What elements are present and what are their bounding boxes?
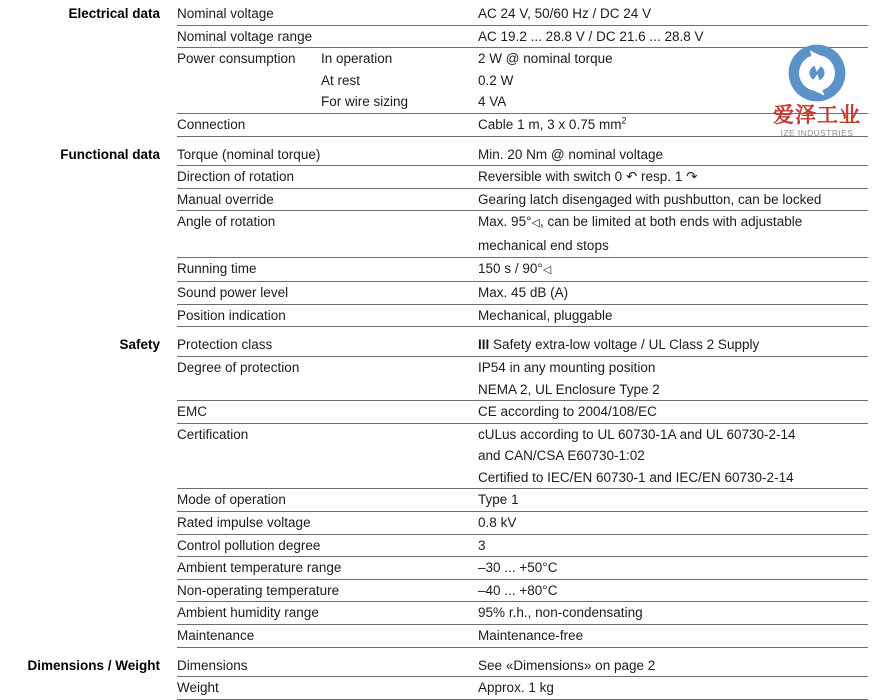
property-value [478, 557, 868, 579]
property-sub-label: In operation [321, 51, 393, 67]
section-label [0, 580, 160, 603]
property-label: Nominal voltage [177, 6, 274, 21]
value-line: NEMA 2, UL Enclosure Type 2 [478, 381, 660, 397]
value-line: –40 ... +80°C [478, 582, 558, 598]
property-value [478, 489, 868, 511]
table-row [0, 211, 868, 257]
value-line: Approx. 1 kg [478, 680, 554, 696]
value-line: and CAN/CSA E60730-1:02 [478, 448, 645, 464]
section-label [0, 625, 160, 648]
value-line: 150 s / 90°◁ [478, 260, 552, 276]
row-body [177, 489, 868, 512]
section-label [0, 357, 160, 401]
value-line: cULus according to UL 60730-1A and UL 60730-2-14 [478, 426, 796, 442]
property-label: Angle of rotation [177, 214, 276, 230]
table-row [0, 489, 868, 512]
property-value [478, 166, 868, 188]
value-line: Max. 95°◁, can be limited at both ends with adjustable [478, 214, 803, 230]
row-body [177, 48, 868, 114]
value-line: –30 ... +50°C [478, 560, 558, 576]
property-label: Non-operating temperature [177, 582, 340, 598]
table-row [0, 258, 868, 283]
section-label [0, 305, 160, 328]
row-body [177, 535, 868, 558]
section-label [0, 48, 160, 114]
table-row [0, 114, 868, 137]
value-line: 95% r.h., non-condensating [478, 605, 643, 621]
section-label [0, 401, 160, 424]
value-line: 0.2 W [478, 72, 514, 88]
property-value [478, 677, 868, 699]
section-label [0, 189, 160, 212]
value-line: Min. 20 Nm @ nominal voltage [478, 146, 663, 162]
section-label [0, 258, 160, 283]
table-row [0, 26, 868, 49]
property-value [478, 189, 868, 211]
property-label: Torque (nominal torque) [177, 146, 321, 162]
property-label: Manual override [177, 191, 274, 207]
logo-latin-text: IZE INDUSTRIES [780, 128, 854, 138]
value-line: IP54 in any mounting position [478, 359, 656, 375]
section-label: Dimensions / Weight [27, 657, 160, 673]
row-body [177, 401, 868, 424]
row-body [177, 26, 868, 49]
property-sub-labels [321, 48, 408, 113]
property-value [478, 424, 868, 489]
property-value [478, 655, 868, 677]
section-label [0, 489, 160, 512]
row-body [177, 189, 868, 212]
value-line: AC 24 V, 50/60 Hz / DC 24 V [478, 6, 652, 21]
property-value [478, 357, 868, 400]
property-label: Control pollution degree [177, 537, 321, 553]
table-row [0, 357, 868, 401]
ize-logo-icon [788, 44, 846, 102]
table-row [0, 137, 868, 167]
section-label [0, 26, 160, 49]
table-row [0, 189, 868, 212]
row-body [177, 282, 868, 305]
section-label [0, 166, 160, 189]
row-body [177, 655, 868, 678]
row-body [177, 625, 868, 648]
table-row [0, 535, 868, 558]
property-value [478, 580, 868, 602]
property-label: Direction of rotation [177, 169, 295, 185]
table-row [0, 3, 868, 26]
row-body [177, 258, 868, 283]
property-value [478, 625, 868, 647]
property-label: Connection [177, 116, 246, 132]
value-line: Certified to IEC/EN 60730-1 and IEC/EN 60730-2-14 [478, 469, 794, 485]
logo-chinese-text: 爱泽工业 [773, 104, 861, 127]
property-label: Mode of operation [177, 492, 286, 508]
property-label: Nominal voltage range [177, 28, 313, 44]
property-label: Weight [177, 680, 219, 696]
row-body [177, 580, 868, 603]
section-label [0, 114, 160, 137]
property-value [478, 211, 868, 256]
property-label: Certification [177, 426, 249, 442]
value-line: AC 19.2 ... 28.8 V / DC 21.6 ... 28.8 V [478, 28, 704, 44]
property-label: Position indication [177, 307, 286, 323]
table-row [0, 677, 868, 700]
table-row [0, 602, 868, 625]
property-value [478, 144, 868, 166]
value-line: Reversible with switch 0 ↶ resp. 1 ↷ [478, 169, 698, 185]
section-label [0, 535, 160, 558]
row-body [177, 602, 868, 625]
row-body [177, 305, 868, 328]
section-label [0, 424, 160, 490]
value-line: 0.8 kV [478, 515, 517, 531]
table-row [0, 305, 868, 328]
property-value [478, 401, 868, 423]
section-label [0, 677, 160, 700]
table-row [0, 282, 868, 305]
value-line: Max. 45 dB (A) [478, 285, 569, 301]
value-line: mechanical end stops [478, 237, 609, 253]
row-body [177, 357, 868, 401]
section-label: Functional data [60, 146, 160, 162]
value-line: III Safety extra-low voltage / UL Class 2 Supply [478, 337, 760, 353]
table-row [0, 401, 868, 424]
property-value [478, 258, 868, 282]
value-line: Type 1 [478, 492, 519, 508]
row-body [177, 166, 868, 189]
value-line: Mechanical, pluggable [478, 307, 613, 323]
property-label: Protection class [177, 337, 273, 353]
property-label: Rated impulse voltage [177, 515, 311, 531]
table-row [0, 424, 868, 490]
value-line: CE according to 2004/108/EC [478, 404, 657, 420]
row-body [177, 211, 868, 257]
value-line: 4 VA [478, 94, 507, 110]
section-label [0, 211, 160, 257]
property-value [478, 512, 868, 534]
property-label: Degree of protection [177, 359, 300, 375]
table-row [0, 580, 868, 603]
row-body [177, 557, 868, 580]
row-body [177, 3, 868, 26]
section-label [0, 557, 160, 580]
section-label: Safety [119, 337, 160, 353]
property-label: Ambient humidity range [177, 605, 319, 621]
value-line: 3 [478, 537, 486, 553]
table-row [0, 327, 868, 357]
value-line: See «Dimensions» on page 2 [478, 657, 656, 673]
property-label: Maintenance [177, 628, 255, 644]
property-value [478, 602, 868, 624]
row-body [177, 512, 868, 535]
table-row [0, 48, 868, 114]
property-value [478, 535, 868, 557]
table-row [0, 648, 868, 678]
property-value [478, 305, 868, 327]
spec-table [0, 3, 868, 700]
section-label [0, 602, 160, 625]
value-line: Cable 1 m, 3 x 0.75 $mm^2$ [478, 115, 627, 132]
property-label: Running time [177, 260, 257, 276]
row-body [177, 144, 868, 167]
value-line: Maintenance-free [478, 628, 584, 644]
section-label [0, 282, 160, 305]
property-value [478, 334, 868, 356]
table-row [0, 512, 868, 535]
value-line: Gearing latch disengaged with pushbutton, can be locked [478, 191, 822, 207]
property-label: EMC [177, 404, 207, 420]
property-label: Sound power level [177, 285, 289, 301]
property-value [478, 3, 868, 25]
table-row [0, 557, 868, 580]
property-label-main: Power consumption [177, 51, 296, 67]
row-body [177, 334, 868, 357]
row-body [177, 114, 868, 137]
value-line: 2 W @ nominal torque [478, 51, 613, 67]
table-row [0, 625, 868, 648]
row-body [177, 424, 868, 490]
property-label [177, 48, 478, 113]
property-label: Dimensions [177, 657, 248, 673]
section-label: Electrical data [68, 6, 160, 21]
property-sub-label: For wire sizing [321, 94, 409, 110]
ize-industries-watermark [769, 44, 865, 138]
property-value [478, 282, 868, 304]
row-body [177, 677, 868, 700]
section-label [0, 512, 160, 535]
property-label: Ambient temperature range [177, 560, 342, 576]
property-sub-label: At rest [321, 72, 361, 88]
table-row [0, 166, 868, 189]
